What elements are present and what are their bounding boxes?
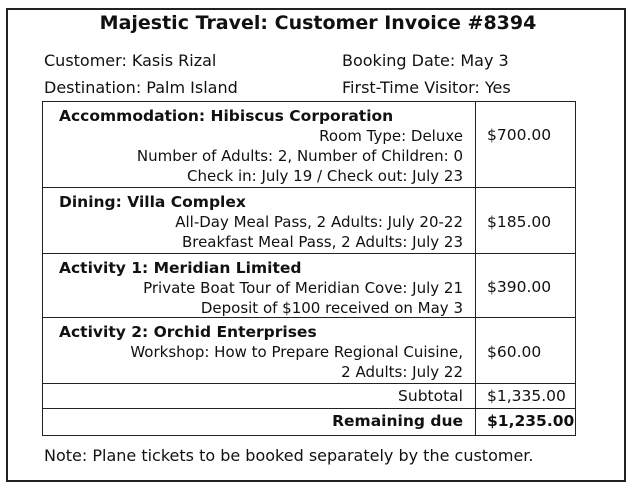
item-heading: Dining: Villa Complex: [59, 193, 246, 211]
table-row-activity-1: [43, 254, 575, 318]
item-description: [43, 254, 475, 318]
item-amount: $700.00: [487, 126, 552, 144]
item-amount: $390.00: [487, 278, 552, 296]
first-time-visitor-field: First-Time Visitor: Yes: [342, 78, 511, 97]
item-heading: Activity 1: Meridian Limited: [59, 259, 302, 277]
item-heading: Accommodation: Hibiscus Corporation: [59, 107, 394, 125]
customer-field: Customer: Kasis Rizal: [44, 51, 217, 70]
item-amount: $60.00: [487, 343, 542, 361]
item-line: All-Day Meal Pass, 2 Adults: July 20-22: [175, 213, 463, 231]
table-row-accommodation: [43, 102, 575, 188]
booking-date-field: Booking Date: May 3: [342, 51, 509, 70]
item-line: Room Type: Deluxe: [319, 127, 463, 145]
destination-field: Destination: Palm Island: [44, 78, 238, 97]
item-description: [43, 318, 475, 382]
item-description: [43, 102, 475, 186]
item-line: Check in: July 19 / Check out: July 23: [187, 167, 463, 185]
item-line: Private Boat Tour of Meridian Cove: July 21: [143, 279, 463, 297]
invoice-table: [42, 101, 576, 436]
item-line: Breakfast Meal Pass, 2 Adults: July 23: [181, 233, 463, 251]
invoice-title: Majestic Travel: Customer Invoice #8394: [99, 12, 537, 34]
table-row-dining: [43, 188, 575, 254]
item-heading: Activity 2: Orchid Enterprises: [59, 323, 317, 341]
table-row-subtotal: [43, 384, 575, 409]
subtotal-cell: [43, 384, 475, 406]
footer-note: Note: Plane tickets to be booked separately by the customer.: [44, 446, 534, 465]
table-row-activity-2: [43, 318, 575, 384]
item-amount: $185.00: [487, 213, 552, 231]
item-line: Workshop: How to Prepare Regional Cuisine,: [130, 343, 463, 361]
item-line: Number of Adults: 2, Number of Children: 0: [136, 147, 463, 165]
table-row-remaining-due: [43, 409, 575, 435]
remaining-due-cell: [43, 409, 475, 431]
remaining-due-label: Remaining due: [332, 412, 463, 430]
subtotal-amount: $1,335.00: [487, 387, 566, 405]
item-line: Deposit of $100 received on May 3: [200, 299, 463, 317]
remaining-due-amount: $1,235.00: [487, 412, 575, 430]
item-description: [43, 188, 475, 252]
subtotal-label: Subtotal: [398, 387, 463, 405]
item-line: 2 Adults: July 22: [341, 363, 463, 381]
